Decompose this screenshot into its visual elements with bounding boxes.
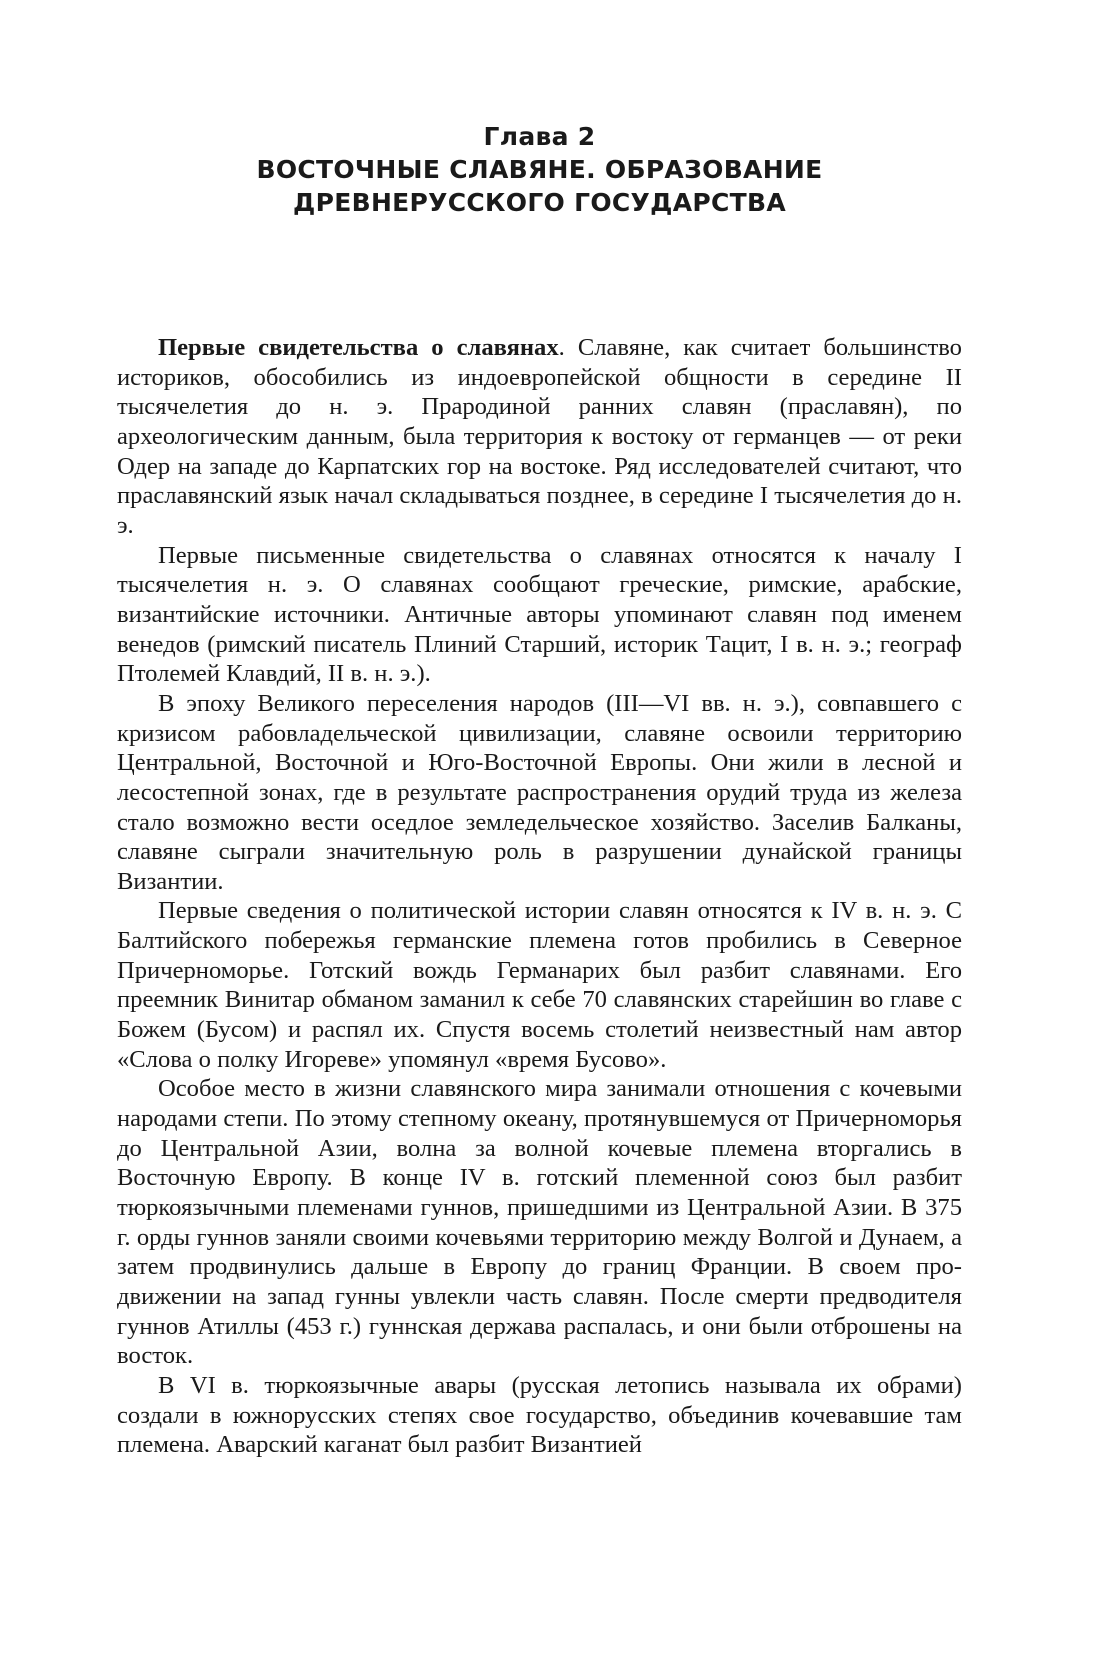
paragraph-1 — [117, 333, 962, 541]
chapter-number: Глава 2 — [483, 122, 596, 151]
paragraph-2: Первые письменные свидетельства о славянах относятся к началу I тысячелетия н. э. О славянах сообщают греческие, римские, арабские, византийские источники. Античные авторы упоминают славян под именем венедов (римский писатель Плиний Старший, историк Тацит, I в. н. э.; географ Птолемей Клавдий, II в. н. э.). — [117, 541, 962, 688]
page-content — [117, 120, 962, 1460]
body-text — [117, 333, 962, 1460]
paragraph-lead-heading: Первые свидетельства о славянах — [158, 334, 559, 361]
chapter-heading — [117, 120, 962, 219]
paragraph-3: В эпоху Великого переселения народов (III—VI вв. н. э.), совпавшего с кризисом рабовладельческой цивилизации, славяне освоили территорию Центральной, Восточной и Юго-Восточной Европы. Они жили в лесной и лесостепной зонах, где в результате распространения орудий труда из железа стало возможно вести оседлое земледельческое хозяйство. Заселив Балканы, славяне сыграли значительную роль в разрушении дунайской границы Византии. — [117, 689, 962, 895]
chapter-title-line-1: ВОСТОЧНЫЕ СЛАВЯНЕ. ОБРАЗОВАНИЕ — [256, 155, 823, 184]
paragraph-5: Особое место в жизни славянского мира занимали отношения с кочевыми народами степи. По этому степному океану, протянувшемуся от Причерноморья до Центральной Азии, волна за волной кочевые племена вторгались в Восточную Европу. В конце IV в. готский племенной союз был разбит тюркоязычными племенами гуннов, пришедшими из Центральной Азии. В 375 г. орды гуннов заняли своими кочевьями территорию между Волгой и Дунаем, а затем продвинулись дальше в Европу до границ Франции. В своем продвижении на запад гунны увлекли часть славян. После смерти предводителя гуннов Атиллы (453 г.) гуннская держава распалась, и они были отброшены на восток. — [117, 1075, 962, 1370]
paragraph-6: В VI в. тюркоязычные авары (русская летопись называла их обрами) создали в южнорусских степях свое государство, объединив кочевавшие там племена. Аварский каганат был разбит Византией — [117, 1371, 962, 1459]
chapter-title-line-2: ДРЕВНЕРУССКОГО ГОСУДАРСТВА — [293, 188, 786, 217]
paragraph-1-text: . Славяне, как считает большинство историков, обособились из индоевропейской общности в середине II тысячелетия до н. э. Прародиной ранних славян (праславян), по археологическим данным, была территория к востоку от германцев — от реки Одер на западе до Карпатских гор на востоке. Ряд исследователей считают, что праславянский язык начал складываться позднее, в середине I тысячелетия до н. э. — [117, 334, 962, 539]
paragraph-4: Первые сведения о политической истории славян относятся к IV в. н. э. С Балтийского побережья германские племена готов пробились в Северное Причерноморье. Готский вождь Германарих был разбит славянами. Его преемник Винитар обманом заманил к себе 70 славянских старейшин во главе с Божем (Бусом) и распял их. Спустя восемь столетий неизвестный нам автор «Слова о полку Игореве» упомянул «время Бусово». — [117, 897, 962, 1073]
